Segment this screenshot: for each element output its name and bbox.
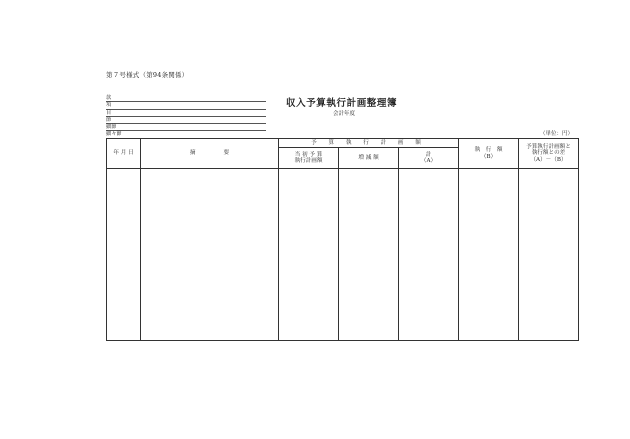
cell-date bbox=[107, 169, 141, 341]
col-change-amount-header: 増 減 額 bbox=[339, 148, 399, 169]
classification-saisaisetsu: 細々節 bbox=[106, 131, 266, 138]
classification-moku: 目 bbox=[106, 110, 266, 117]
unit-note: （単位：円） bbox=[540, 131, 574, 137]
col-difference-line1: 予算執行計画額と bbox=[526, 143, 571, 150]
form-number: 第７号様式（第94条関係） bbox=[106, 71, 189, 79]
classification-kan: 款 bbox=[106, 95, 266, 102]
col-difference-line2: 執行額との差 bbox=[531, 150, 566, 157]
col-initial-plan-line1: 当 初 予 算 bbox=[294, 151, 323, 158]
cell-summary bbox=[141, 169, 279, 341]
col-total-header bbox=[399, 148, 459, 169]
col-difference-header bbox=[519, 139, 579, 169]
cell-difference bbox=[519, 169, 579, 341]
cell-total bbox=[399, 169, 459, 341]
classification-setsu: 節 bbox=[106, 117, 266, 124]
header-row-top bbox=[107, 139, 579, 148]
col-date-header: 年 月 日 bbox=[107, 139, 141, 169]
col-executed-mark: （B） bbox=[480, 153, 497, 160]
fiscal-year-label: 会計年度 bbox=[333, 111, 356, 117]
classification-saisetsu: 細節 bbox=[106, 124, 266, 131]
ledger-table bbox=[106, 138, 579, 341]
cell-initial-plan bbox=[279, 169, 339, 341]
col-initial-plan-line2: 執行計画額 bbox=[294, 158, 323, 164]
col-executed-header bbox=[459, 139, 519, 169]
classification-kou: 項 bbox=[106, 102, 266, 109]
col-total-label: 計 bbox=[425, 151, 432, 158]
cell-change-amount bbox=[339, 169, 399, 341]
classification-fields bbox=[106, 95, 266, 139]
document-title: 収入予算執行計画整理簿 bbox=[286, 98, 398, 109]
col-summary-header: 摘 要 bbox=[141, 139, 279, 169]
col-initial-plan-header bbox=[279, 148, 339, 169]
ledger-body-row bbox=[107, 169, 579, 341]
cell-executed bbox=[459, 169, 519, 341]
col-total-mark: （A） bbox=[420, 158, 437, 164]
col-difference-line3: （A）－（B） bbox=[530, 156, 567, 163]
col-plan-group-header: 予 算 執 行 計 画 額 bbox=[279, 139, 459, 148]
col-executed-label: 執 行 額 bbox=[474, 147, 503, 153]
